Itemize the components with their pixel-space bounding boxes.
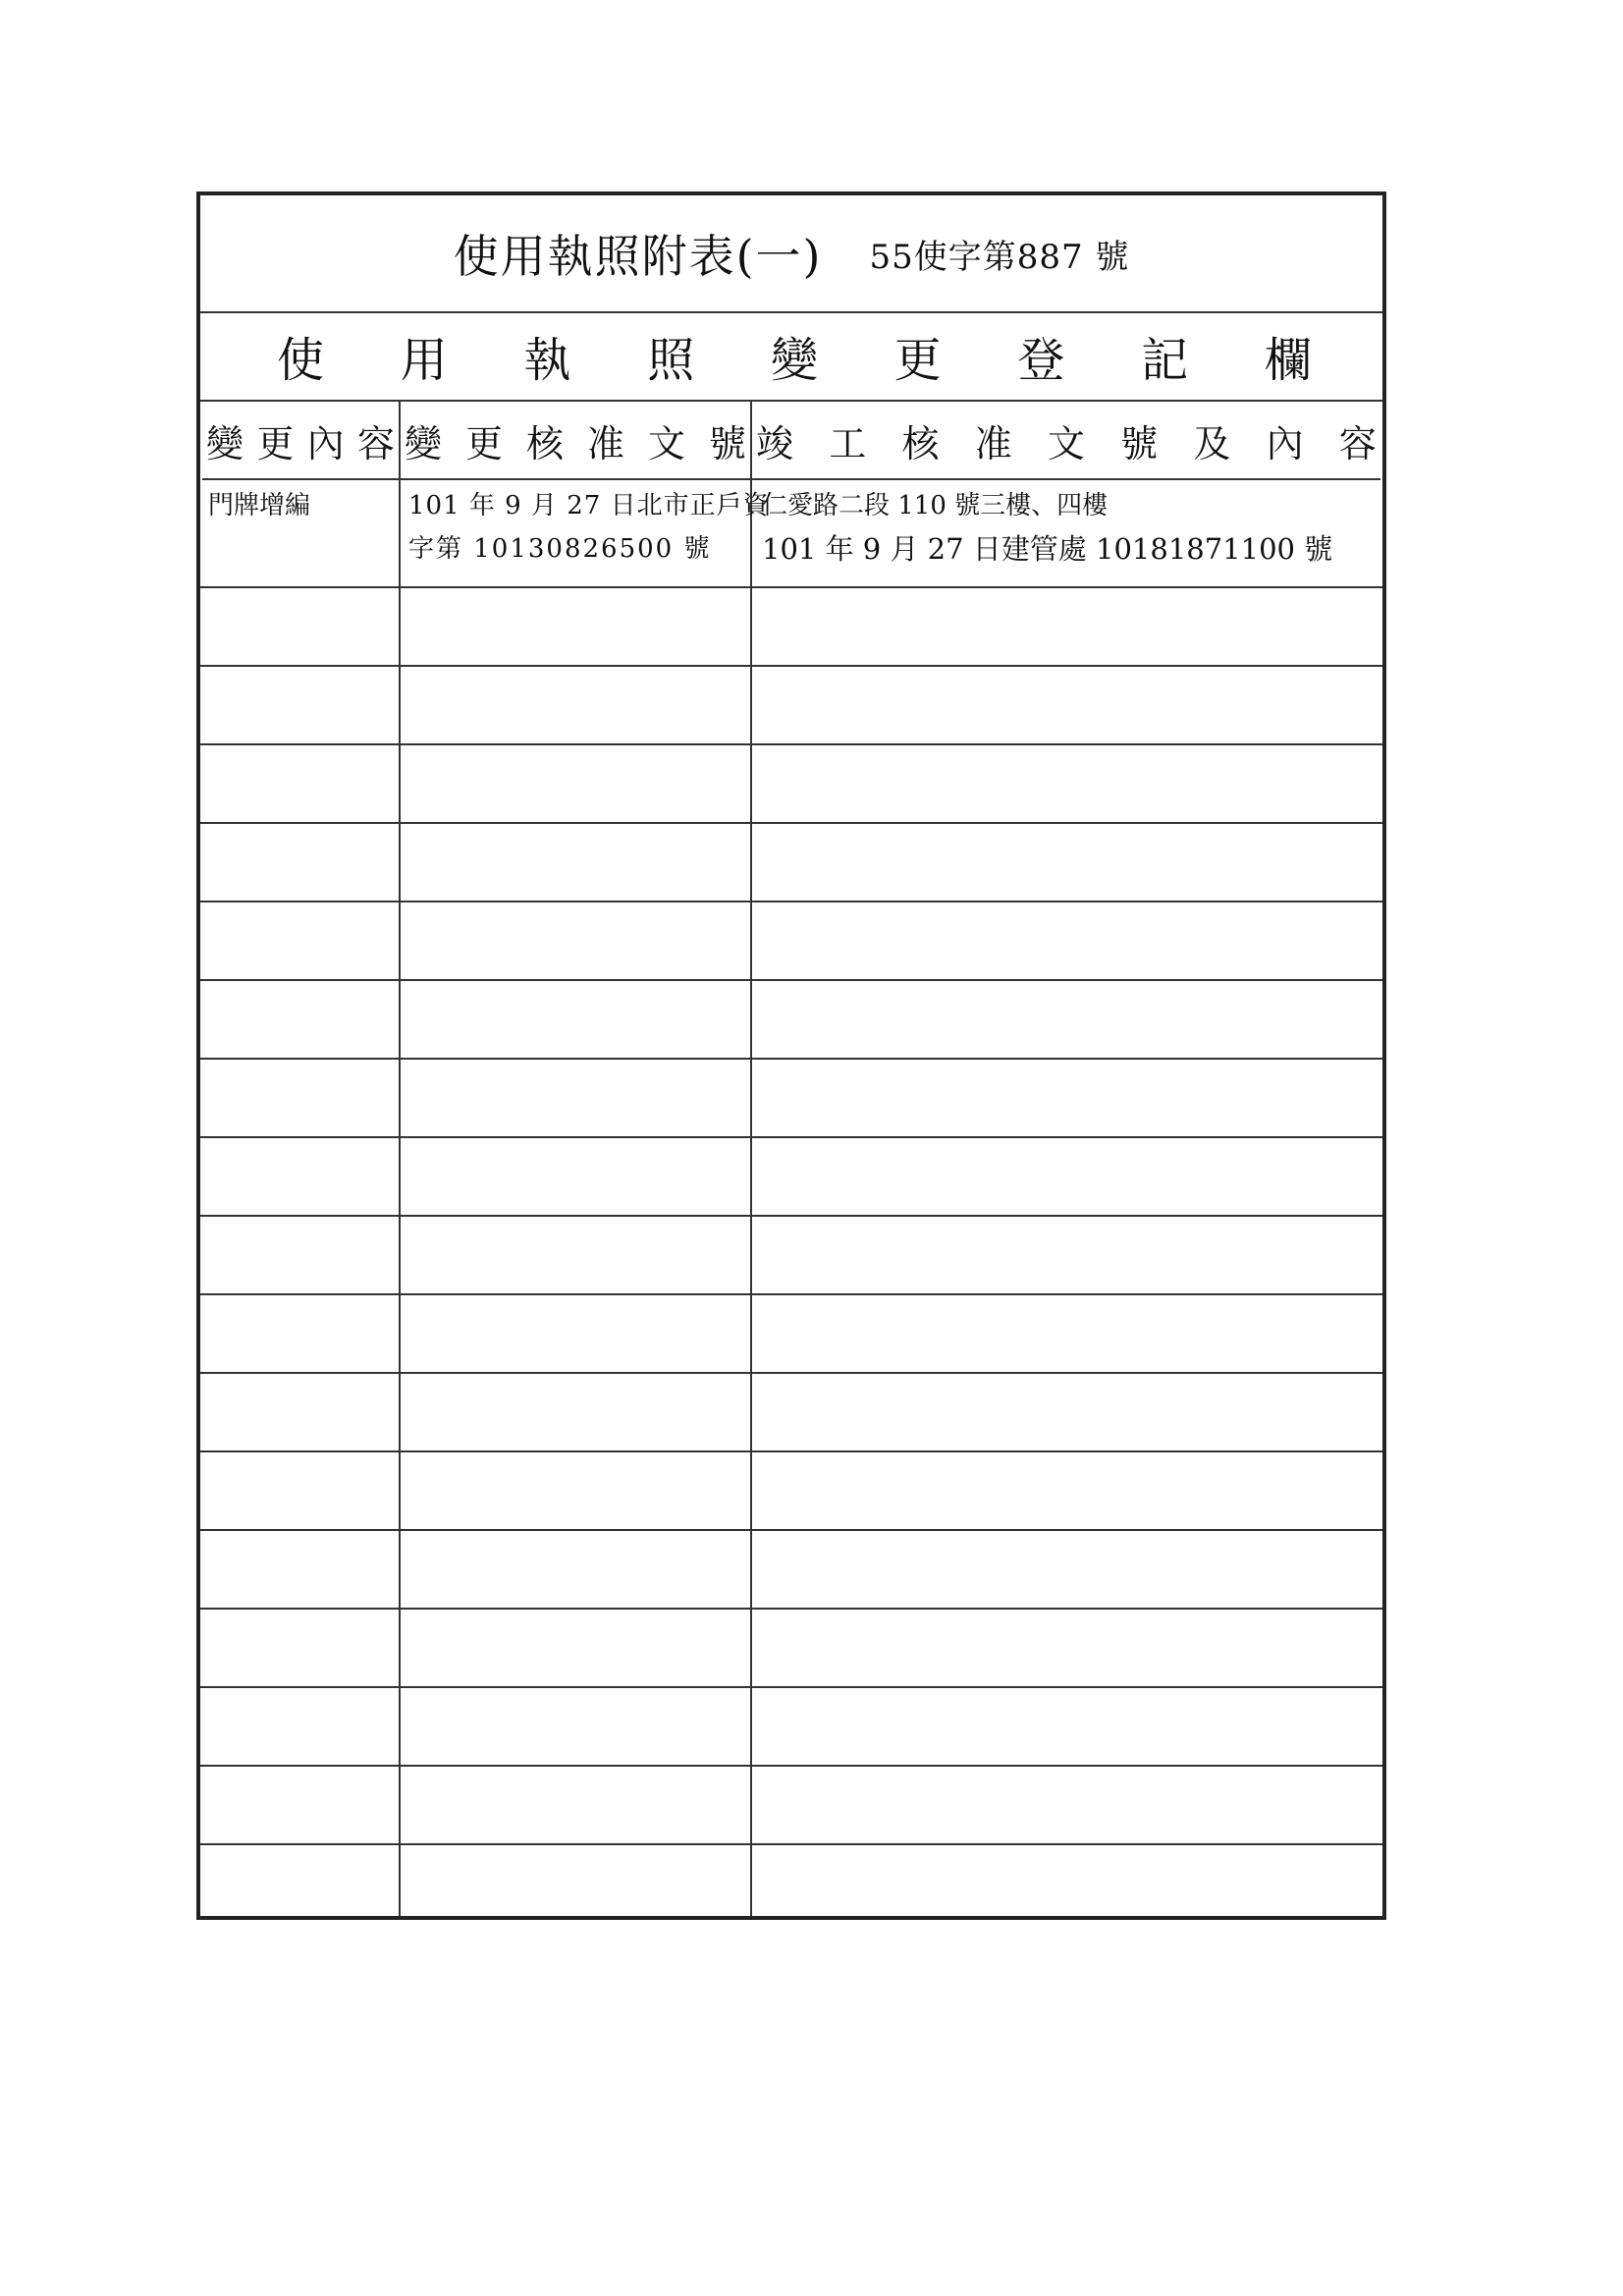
banner-char: 記 bbox=[1141, 332, 1189, 388]
header-char: 核 bbox=[901, 421, 940, 465]
banner-char: 使 bbox=[277, 332, 325, 388]
header-char: 變 bbox=[206, 421, 244, 465]
completion-line-2: 101 年 9 月 27 日建管處 10181871100 號 bbox=[762, 532, 1333, 566]
table-row bbox=[200, 745, 1382, 824]
header-char: 核 bbox=[525, 421, 564, 465]
table-row bbox=[200, 824, 1382, 902]
header-char: 及 bbox=[1193, 421, 1231, 465]
banner-char: 用 bbox=[400, 332, 448, 388]
header-char: 變 bbox=[405, 421, 443, 465]
header-char: 內 bbox=[306, 421, 345, 465]
banner-char: 登 bbox=[1017, 332, 1065, 388]
header-char: 號 bbox=[708, 421, 746, 465]
table-row bbox=[200, 1138, 1382, 1217]
table-row bbox=[200, 902, 1382, 981]
table-row bbox=[200, 1374, 1382, 1452]
header-char: 准 bbox=[974, 421, 1012, 465]
form-title: 使用執照附表(一) bbox=[453, 230, 823, 283]
banner-char: 照 bbox=[647, 332, 695, 388]
banner-char: 變 bbox=[770, 332, 818, 388]
table-row bbox=[200, 1217, 1382, 1295]
table-row bbox=[200, 1531, 1382, 1610]
banner-char: 欄 bbox=[1264, 332, 1312, 388]
header-char: 號 bbox=[1120, 421, 1159, 465]
table-row bbox=[200, 588, 1382, 667]
table-row bbox=[200, 981, 1382, 1060]
permit-number: 55使字第887 號 bbox=[869, 237, 1130, 277]
header-char: 容 bbox=[356, 421, 395, 465]
header-char: 文 bbox=[1047, 421, 1085, 465]
header-char: 文 bbox=[647, 421, 685, 465]
banner-char: 執 bbox=[523, 332, 571, 388]
header-char: 竣 bbox=[756, 421, 794, 465]
column-header-change-content bbox=[202, 402, 399, 480]
header-char: 更 bbox=[256, 421, 295, 465]
registration-banner bbox=[200, 311, 1382, 402]
table-row bbox=[200, 1452, 1382, 1531]
change-content-cell: 門牌增編 bbox=[208, 491, 311, 520]
column-header-change-approval-no bbox=[401, 402, 750, 480]
table-row bbox=[200, 1295, 1382, 1374]
header-char: 准 bbox=[586, 421, 624, 465]
header-char: 工 bbox=[829, 421, 867, 465]
change-approval-line-1: 101 年 9 月 27 日北市正戶資 bbox=[408, 491, 770, 520]
table-row bbox=[200, 1610, 1382, 1688]
completion-line-1: 仁愛路二段 110 號三樓、四樓 bbox=[762, 491, 1109, 520]
header-char: 內 bbox=[1266, 421, 1304, 465]
table-row bbox=[200, 1767, 1382, 1845]
table-row bbox=[200, 1060, 1382, 1138]
header-char: 更 bbox=[464, 421, 503, 465]
change-approval-line-2: 字第 10130826500 號 bbox=[408, 534, 712, 564]
form-title-row bbox=[200, 195, 1382, 313]
column-header-completion-approval bbox=[752, 402, 1380, 480]
permit-attachment-form bbox=[196, 191, 1386, 1920]
table-row bbox=[200, 1688, 1382, 1767]
table-row bbox=[200, 667, 1382, 745]
banner-char: 更 bbox=[893, 332, 942, 388]
header-char: 容 bbox=[1338, 421, 1377, 465]
